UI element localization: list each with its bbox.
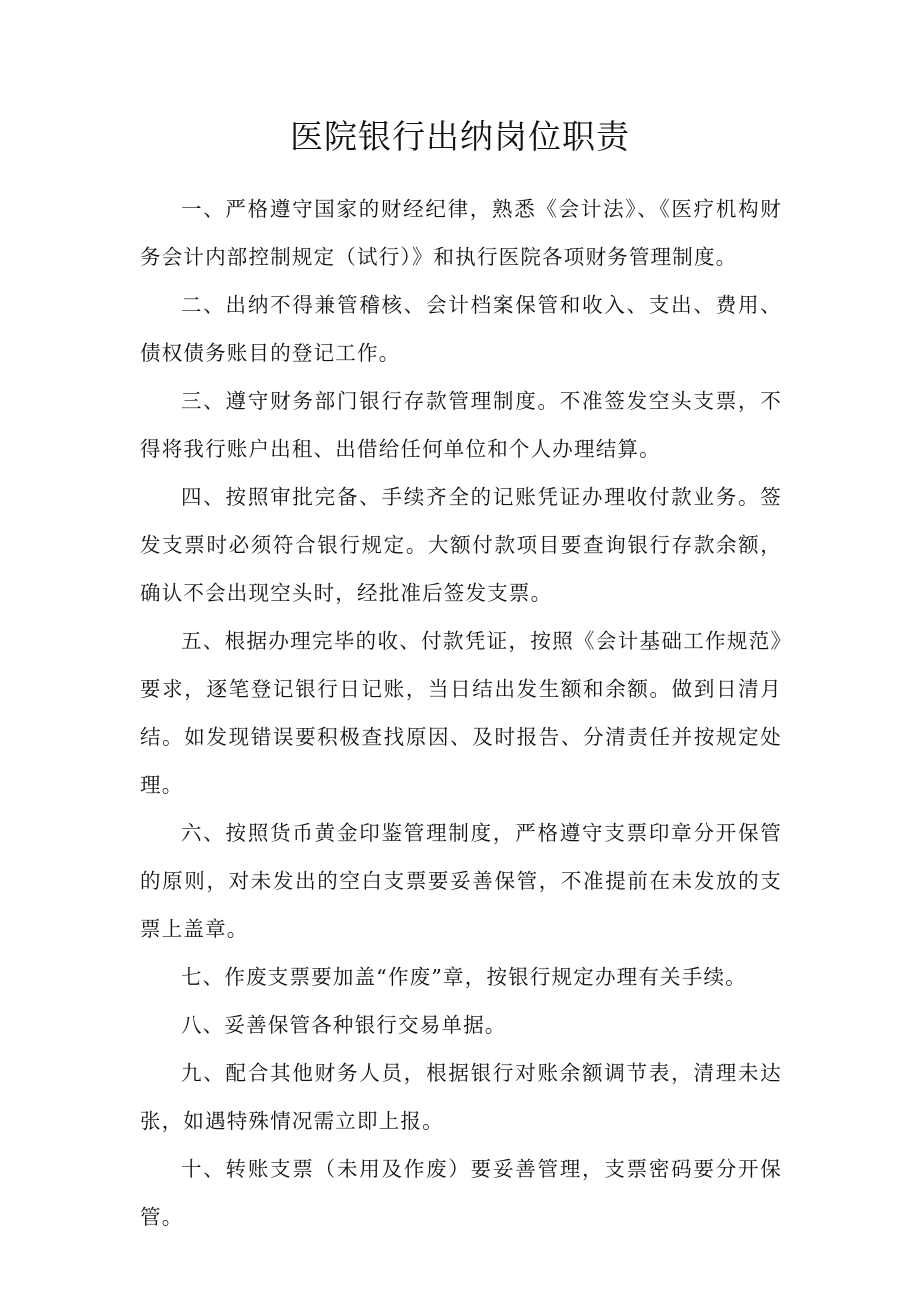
paragraph-10: 十、转账支票（未用及作废）要妥善管理，支票密码要分开保管。: [140, 1157, 782, 1229]
paragraph-1: 一、严格遵守国家的财经纪律，熟悉《会计法》、《医疗机构财务会计内部控制规定（试行）》和执行医院各项财务管理制度。: [140, 197, 782, 269]
paragraph-9: 九、配合其他财务人员，根据银行对账余额调节表，清理未达张，如遇特殊情况需立即上报。: [140, 1061, 782, 1133]
paragraph-6: 六、按照货币黄金印鉴管理制度，严格遵守支票印章分开保管的原则，对未发出的空白支票要妥善保管，不准提前在未发放的支票上盖章。: [140, 821, 782, 941]
document-body: [140, 185, 782, 1241]
paragraph-2: 二、出纳不得兼管稽核、会计档案保管和收入、支出、费用、债权债务账目的登记工作。: [140, 293, 782, 365]
paragraph-3: 三、遵守财务部门银行存款管理制度。不准签发空头支票，不得将我行账户出租、出借给任何单位和个人办理结算。: [140, 389, 782, 461]
paragraph-4: 四、按照审批完备、手续齐全的记账凭证办理收付款业务。签发支票时必须符合银行规定。大额付款项目要查询银行存款余额，确认不会出现空头时，经批准后签发支票。: [140, 485, 782, 605]
document-title: 医院银行出纳岗位职责: [290, 117, 630, 156]
paragraph-5: 五、根据办理完毕的收、付款凭证，按照《会计基础工作规范》要求，逐笔登记银行日记账，当日结出发生额和余额。做到日清月结。如发现错误要积极查找原因、及时报告、分清责任并按规定处理。: [140, 629, 782, 797]
paragraph-7: 七、作废支票要加盖“作废”章，按银行规定办理有关手续。: [181, 965, 747, 989]
paragraph-8: 八、妥善保管各种银行交易单据。: [181, 1013, 507, 1037]
